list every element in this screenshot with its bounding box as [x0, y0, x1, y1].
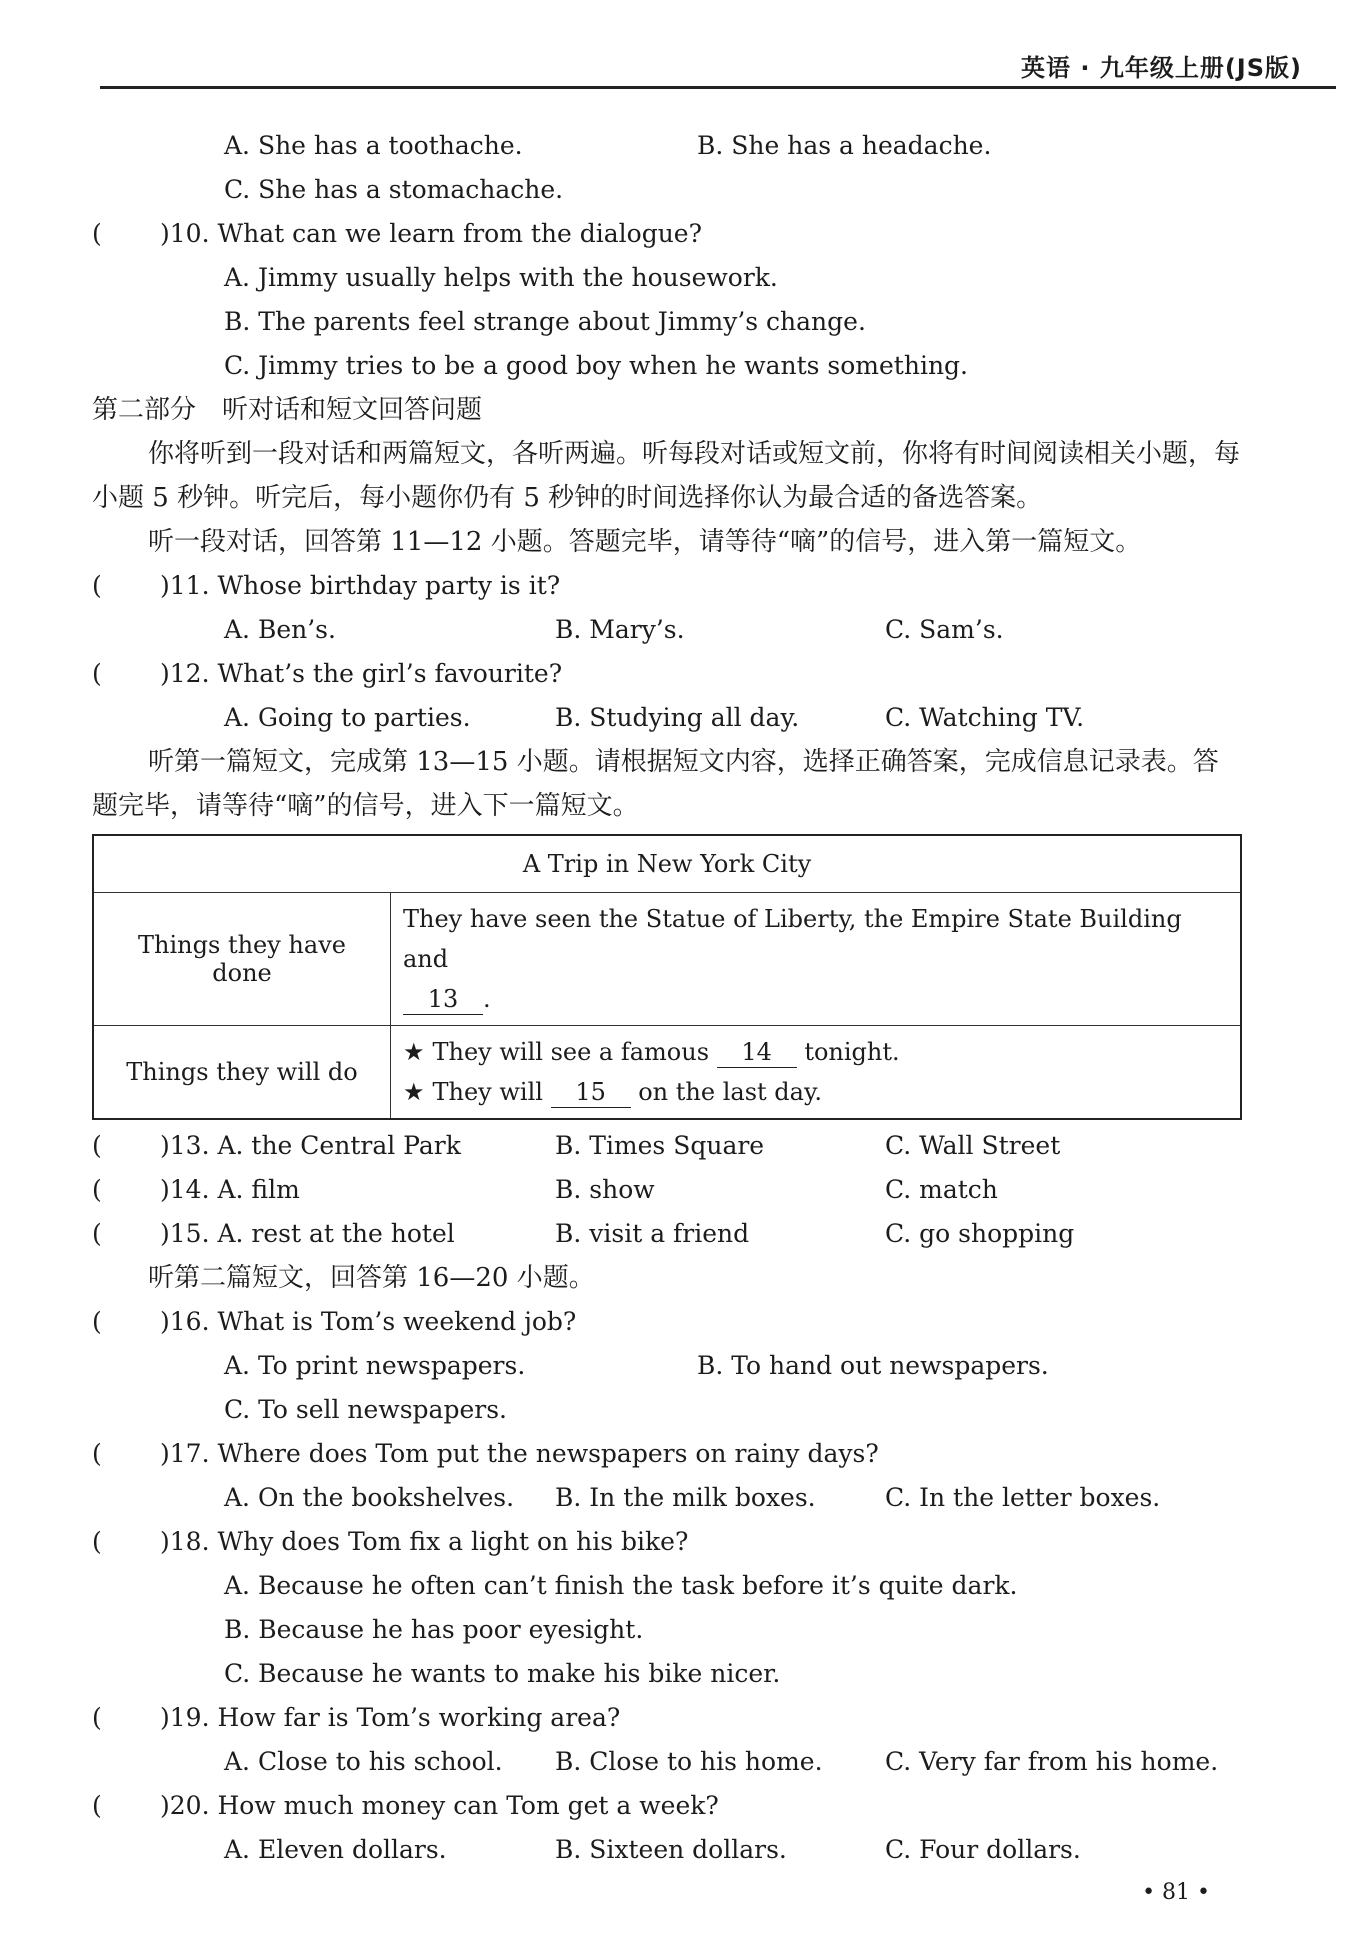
- blank-13[interactable]: 13: [403, 984, 483, 1015]
- header-title: 英语 · 九年级上册(JS版): [1021, 54, 1302, 82]
- q11-option-a[interactable]: A. Ben’s.: [224, 615, 336, 644]
- q11-options-row: [92, 608, 1252, 652]
- answer-paren[interactable]: (: [92, 1175, 102, 1204]
- answer-paren[interactable]: (: [92, 1219, 102, 1248]
- q10-option-c[interactable]: C. Jimmy tries to be a good boy when he wants something.: [224, 351, 969, 380]
- question-text: )19. How far is Tom’s working area?: [160, 1703, 621, 1732]
- table-row-done: [391, 893, 1242, 1026]
- header-rule: [100, 86, 1336, 89]
- q13-row: [92, 1124, 1252, 1168]
- section-intro: 你将听到一段对话和两篇短文，各听两遍。听每段对话或短文前，你将有时间阅读相关小题，每小题 5 秒钟。听完后，每小题你仍有 5 秒钟的时间选择你认为最合适的备选答案。: [92, 439, 1241, 513]
- q12-option-a[interactable]: A. Going to parties.: [224, 703, 471, 732]
- q13-option-c[interactable]: C. Wall Street: [885, 1131, 1061, 1160]
- answer-paren[interactable]: (: [92, 1131, 102, 1160]
- q15-row: [92, 1212, 1252, 1256]
- question-text: )16. What is Tom’s weekend job?: [160, 1307, 577, 1336]
- star-icon: ★: [403, 1078, 425, 1106]
- blank-14[interactable]: 14: [717, 1037, 797, 1068]
- q20-option-b[interactable]: B. Sixteen dollars.: [555, 1835, 787, 1864]
- q14-option-a[interactable]: )14. A. film: [160, 1175, 300, 1204]
- row-text: They have seen the Statue of Liberty, the Empire State Building and: [403, 905, 1182, 973]
- q19-options-row: [92, 1740, 1252, 1784]
- q15-option-b[interactable]: B. visit a friend: [555, 1219, 750, 1248]
- passage2-instruction: 听第二篇短文，回答第 16—20 小题。: [148, 1263, 595, 1293]
- q16-question: [92, 1300, 1252, 1344]
- table-row-label: Things they have done: [93, 893, 391, 1026]
- q15-option-a[interactable]: )15. A. rest at the hotel: [160, 1219, 455, 1248]
- q17-option-a[interactable]: A. On the bookshelves.: [224, 1483, 515, 1512]
- blank-15[interactable]: 15: [551, 1077, 631, 1108]
- question-text: )12. What’s the girl’s favourite?: [160, 659, 563, 688]
- q18-question: [92, 1520, 1252, 1564]
- q19-option-b[interactable]: B. Close to his home.: [555, 1747, 823, 1776]
- q18-option-a-row: [92, 1564, 1252, 1608]
- q19-option-a[interactable]: A. Close to his school.: [224, 1747, 503, 1776]
- q20-option-c[interactable]: C. Four dollars.: [885, 1835, 1081, 1864]
- q9-options-row-2: [92, 168, 1252, 212]
- row-text: tonight.: [804, 1038, 900, 1066]
- q14-option-c[interactable]: C. match: [885, 1175, 998, 1204]
- question-text: )17. Where does Tom put the newspapers on rainy days?: [160, 1439, 879, 1468]
- q13-option-b[interactable]: B. Times Square: [555, 1131, 765, 1160]
- answer-paren[interactable]: (: [92, 1307, 102, 1336]
- q20-option-a[interactable]: A. Eleven dollars.: [224, 1835, 447, 1864]
- row-end: .: [483, 985, 491, 1013]
- q19-question: [92, 1696, 1252, 1740]
- q12-option-c[interactable]: C. Watching TV.: [885, 703, 1085, 732]
- question-text: )11. Whose birthday party is it?: [160, 571, 561, 600]
- q17-option-b[interactable]: B. In the milk boxes.: [555, 1483, 816, 1512]
- q18-option-b[interactable]: B. Because he has poor eyesight.: [224, 1615, 644, 1644]
- answer-paren[interactable]: (: [92, 1791, 102, 1820]
- q10-option-a-row: [92, 256, 1252, 300]
- q17-question: [92, 1432, 1252, 1476]
- q14-row: [92, 1168, 1252, 1212]
- info-table: [92, 834, 1242, 1120]
- q15-option-c[interactable]: C. go shopping: [885, 1219, 1075, 1248]
- q12-question: [92, 652, 1252, 696]
- page-number: • 81 •: [1142, 1880, 1210, 1905]
- question-text: )18. Why does Tom fix a light on his bike?: [160, 1527, 689, 1556]
- q16-option-c[interactable]: C. To sell newspapers.: [224, 1395, 507, 1424]
- worksheet-content: [92, 124, 1252, 1872]
- q9-options-row: [92, 124, 1252, 168]
- answer-paren[interactable]: (: [92, 1439, 102, 1468]
- q16-options-row-2: [92, 1388, 1252, 1432]
- answer-paren[interactable]: (: [92, 1703, 102, 1732]
- q10-option-b-row: [92, 300, 1252, 344]
- q9-option-a[interactable]: A. She has a toothache.: [224, 131, 523, 160]
- q16-options-row: [92, 1344, 1252, 1388]
- q13-option-a[interactable]: )13. A. the Central Park: [160, 1131, 461, 1160]
- q18-option-c[interactable]: C. Because he wants to make his bike nicer.: [224, 1659, 781, 1688]
- q17-options-row: [92, 1476, 1252, 1520]
- q19-option-c[interactable]: C. Very far from his home.: [885, 1747, 1219, 1776]
- q12-options-row: [92, 696, 1252, 740]
- answer-paren[interactable]: (: [92, 219, 102, 248]
- table-title: A Trip in New York City: [93, 835, 1241, 893]
- answer-paren[interactable]: (: [92, 1527, 102, 1556]
- q20-options-row: [92, 1828, 1252, 1872]
- q17-option-c[interactable]: C. In the letter boxes.: [885, 1483, 1161, 1512]
- q18-option-a[interactable]: A. Because he often can’t finish the task before it’s quite dark.: [224, 1571, 1018, 1600]
- question-text: )20. How much money can Tom get a week?: [160, 1791, 719, 1820]
- q18-option-b-row: [92, 1608, 1252, 1652]
- q12-option-b[interactable]: B. Studying all day.: [555, 703, 800, 732]
- q11-option-c[interactable]: C. Sam’s.: [885, 615, 1004, 644]
- dialogue-instruction: 听一段对话，回答第 11—12 小题。答题完毕，请等待“嘀”的信号，进入第一篇短文。: [148, 527, 1142, 557]
- q14-option-b[interactable]: B. show: [555, 1175, 655, 1204]
- table-row-will-do: [391, 1026, 1242, 1120]
- q10-question: [92, 212, 1252, 256]
- q16-option-b[interactable]: B. To hand out newspapers.: [697, 1351, 1049, 1380]
- question-text: )10. What can we learn from the dialogue?: [160, 219, 702, 248]
- row-text: They will: [432, 1078, 543, 1106]
- star-icon: ★: [403, 1038, 425, 1066]
- row-text: on the last day.: [638, 1078, 822, 1106]
- q10-option-a[interactable]: A. Jimmy usually helps with the housework.: [224, 263, 778, 292]
- q10-option-b[interactable]: B. The parents feel strange about Jimmy’s change.: [224, 307, 866, 336]
- q9-option-b[interactable]: B. She has a headache.: [697, 131, 992, 160]
- passage1-instruction: 听第一篇短文，完成第 13—15 小题。请根据短文内容，选择正确答案，完成信息记录表。答题完毕，请等待“嘀”的信号，进入下一篇短文。: [92, 747, 1219, 821]
- q16-option-a[interactable]: A. To print newspapers.: [224, 1351, 526, 1380]
- answer-paren[interactable]: (: [92, 659, 102, 688]
- section-title: 第二部分 听对话和短文回答问题: [92, 395, 483, 425]
- row-text: They will see a famous: [432, 1038, 710, 1066]
- q11-option-b[interactable]: B. Mary’s.: [555, 615, 685, 644]
- table-row-label: Things they will do: [93, 1026, 391, 1120]
- answer-paren[interactable]: (: [92, 571, 102, 600]
- q10-option-c-row: [92, 344, 1252, 388]
- q9-option-c[interactable]: C. She has a stomachache.: [224, 175, 564, 204]
- q20-question: [92, 1784, 1252, 1828]
- q11-question: [92, 564, 1252, 608]
- q18-option-c-row: [92, 1652, 1252, 1696]
